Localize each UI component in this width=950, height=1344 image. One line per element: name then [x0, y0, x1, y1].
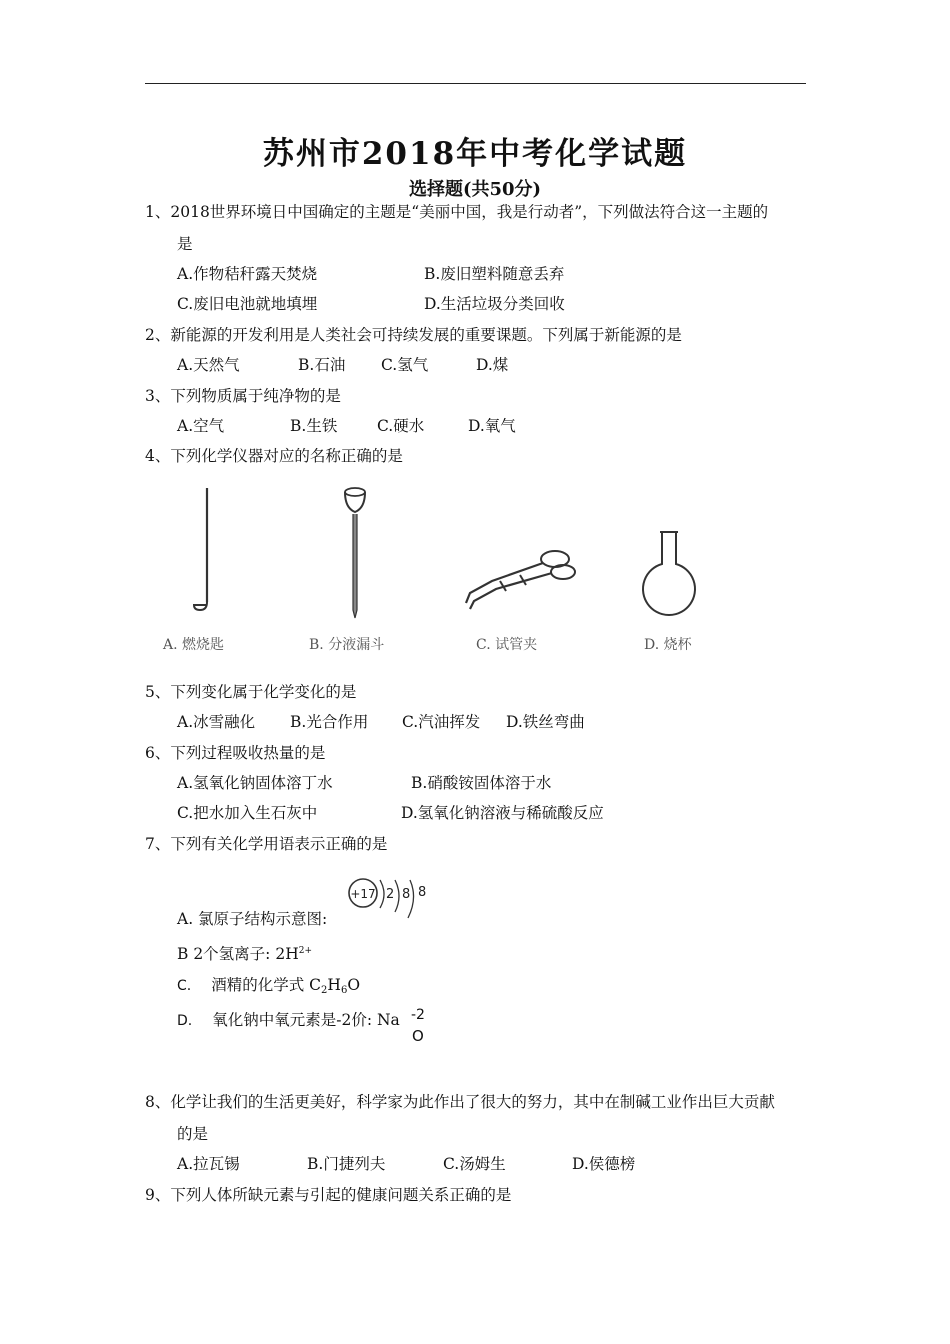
q3-option-c: C.硬水	[377, 417, 425, 435]
q7-option-c-label: C.	[177, 978, 192, 994]
q8-option-c: C.汤姆生	[443, 1155, 506, 1173]
q2-option-d: D.煤	[476, 356, 509, 374]
formula-sub-2: 6	[340, 985, 348, 996]
q5-option-d: D.铁丝弯曲	[506, 713, 585, 731]
separatory-funnel-icon	[335, 482, 375, 622]
question-4-stem: 4、下列化学仪器对应的名称正确的是	[145, 447, 403, 465]
question-7-stem: 7、下列有关化学用语表示正确的是	[145, 835, 388, 853]
atom-shell-1: 2	[386, 887, 395, 902]
q1-option-d: D.生活垃圾分类回收	[424, 295, 565, 313]
page-title: 苏州市2018年中考化学试题	[262, 136, 688, 172]
round-flask-icon	[638, 530, 700, 620]
q3-option-a: A.空气	[177, 417, 225, 435]
figure-caption-a: A. 燃烧匙	[163, 637, 225, 653]
q7-option-d	[177, 1010, 400, 1031]
q1-option-c: C.废旧电池就地填埋	[177, 295, 318, 313]
atom-nucleus-label: +17	[350, 887, 376, 901]
combustion-spoon-icon	[180, 484, 230, 618]
section-title: 选择题(共50分)	[408, 179, 542, 200]
question-2-stem: 2、新能源的开发利用是人类社会可持续发展的重要课题。下列属于新能源的是	[145, 326, 682, 344]
q5-option-b: B.光合作用	[290, 713, 369, 731]
q5-option-c: C.汽油挥发	[402, 713, 481, 731]
q7-option-b-text: B 2个氢离子: 2H	[177, 945, 299, 963]
q7-option-c-text: 酒精的化学式 C	[211, 976, 322, 994]
atom-shell-2: 8	[402, 887, 411, 902]
q5-option-a: A.冰雪融化	[177, 713, 256, 731]
q7-option-b	[177, 944, 312, 964]
figure-caption-b: B. 分液漏斗	[309, 637, 385, 653]
q2-option-c: C.氢气	[381, 356, 429, 374]
figure-caption-d: D. 烧杯	[644, 637, 692, 653]
q7-option-d-text: 氧化钠中氧元素是-2价: Na	[212, 1011, 400, 1029]
formula-element-h: H	[327, 976, 341, 994]
q7-option-d-charge: -2	[411, 1007, 425, 1023]
header-rule	[145, 83, 806, 84]
question-9-stem: 9、下列人体所缺元素与引起的健康问题关系正确的是	[145, 1186, 512, 1204]
q2-option-a: A.天然气	[177, 356, 240, 374]
question-8-stem: 8、化学让我们的生活更美好，科学家为此作出了很大的努力，其中在制碱工业作出巨大贡献	[145, 1093, 775, 1111]
question-1-stem: 1、2018世界环境日中国确定的主题是“美丽中国，我是行动者”，下列做法符合这一主题的	[145, 203, 769, 221]
question-1-stem-cont: 是	[177, 235, 193, 253]
q3-option-b: B.生铁	[290, 417, 338, 435]
figure-caption-c: C. 试管夹	[476, 637, 538, 653]
q8-option-a: A.拉瓦锡	[177, 1155, 240, 1173]
q7-option-a: A. 氯原子结构示意图:	[177, 910, 328, 928]
q2-option-b: B.石油	[298, 356, 346, 374]
q7-option-d-label: D.	[177, 1013, 193, 1029]
question-6-stem: 6、下列过程吸收热量的是	[145, 744, 326, 762]
q8-option-d: D.侯德榜	[572, 1155, 636, 1173]
question-8-stem-cont: 的是	[177, 1125, 209, 1143]
test-tube-clamp-icon	[460, 545, 580, 613]
question-3-stem: 3、下列物质属于纯净物的是	[145, 387, 341, 405]
q6-option-a: A.氢氧化钠固体溶丁水	[177, 774, 333, 792]
q6-option-c: C.把水加入生石灰中	[177, 804, 318, 822]
q7-option-d-element: O	[412, 1027, 424, 1045]
atom-shell-3: 8	[418, 885, 427, 900]
q6-option-b: B.硝酸铵固体溶于水	[411, 774, 552, 792]
q8-option-b: B.门捷列夫	[307, 1155, 386, 1173]
q1-option-a: A.作物秸秆露天焚烧	[177, 265, 318, 283]
q7-option-b-charge: 2+	[298, 946, 312, 956]
q6-option-d: D.氢氧化钠溶液与稀硫酸反应	[401, 804, 604, 822]
q1-option-b: B.废旧塑料随意丢弃	[424, 265, 565, 283]
chlorine-atom-diagram	[346, 874, 436, 922]
question-5-stem: 5、下列变化属于化学变化的是	[145, 683, 357, 701]
formula-element-o: O	[347, 976, 361, 994]
q7-option-c	[177, 975, 360, 998]
formula-sub-1: 2	[321, 985, 328, 996]
q3-option-d: D.氧气	[468, 417, 516, 435]
